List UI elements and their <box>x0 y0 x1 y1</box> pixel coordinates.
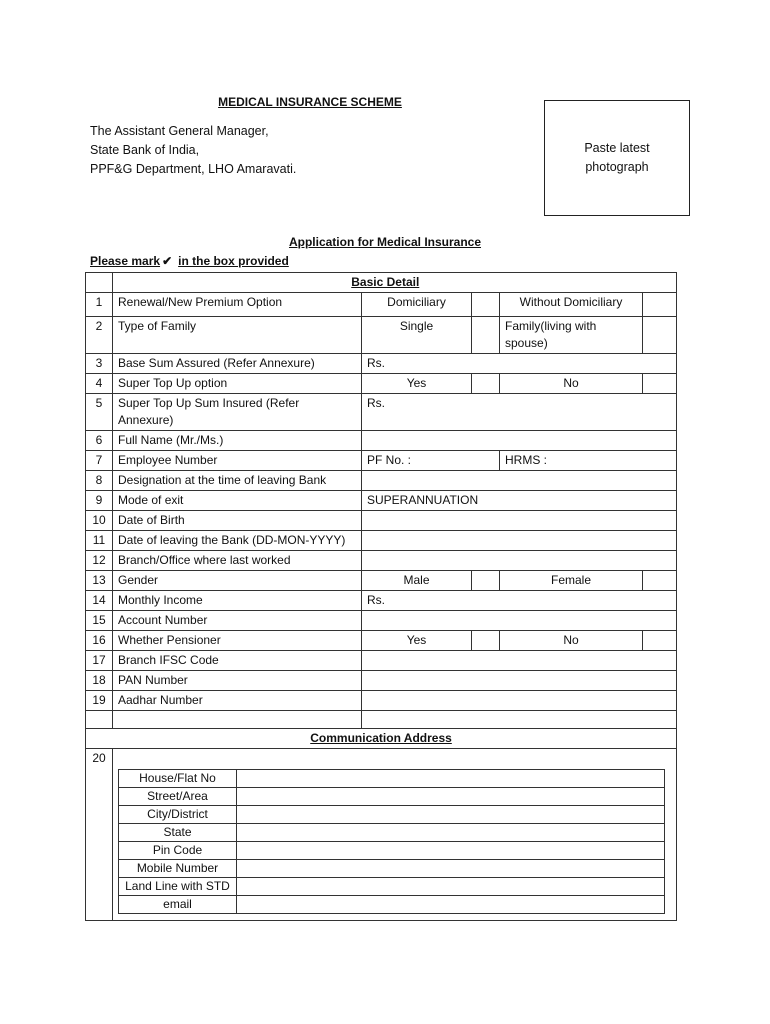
row-label: Monthly Income <box>113 591 362 611</box>
address-table <box>118 769 665 914</box>
form-row-17 <box>86 651 677 671</box>
address-input[interactable] <box>237 824 665 842</box>
row-number: 13 <box>86 571 113 591</box>
instruction-line <box>90 254 289 268</box>
row-value-field[interactable] <box>362 511 677 531</box>
addressee-line: State Bank of India, <box>90 143 200 157</box>
address-row <box>119 896 665 914</box>
form-row-15 <box>86 611 677 631</box>
checkmark-icon: ✔ <box>162 254 173 268</box>
address-row <box>119 824 665 842</box>
address-input[interactable] <box>237 842 665 860</box>
row-label: Branch IFSC Code <box>113 651 362 671</box>
row-label: Super Top Up option <box>113 374 362 394</box>
address-label: Mobile Number <box>119 860 237 878</box>
form-row-18 <box>86 671 677 691</box>
form-row-3 <box>86 354 677 374</box>
row-number: 2 <box>86 317 113 354</box>
option-b-label: No <box>500 631 643 651</box>
instruction-text: Please mark <box>90 254 161 268</box>
row-number: 8 <box>86 471 113 491</box>
option-a-checkbox[interactable] <box>472 374 500 394</box>
row-number: 14 <box>86 591 113 611</box>
form-row-7 <box>86 451 677 471</box>
option-a-checkbox[interactable] <box>472 631 500 651</box>
row-label: Super Top Up Sum Insured (Refer Annexure) <box>113 394 362 431</box>
address-row <box>119 806 665 824</box>
row-value-field[interactable] <box>362 671 677 691</box>
option-b-label: Without Domiciliary <box>500 293 643 317</box>
form-row-2 <box>86 317 677 354</box>
form-row-19 <box>86 691 677 711</box>
option-a-label: Male <box>362 571 472 591</box>
row-label: Account Number <box>113 611 362 631</box>
row-value-field[interactable]: SUPERANNUATION <box>362 491 677 511</box>
row-label: Designation at the time of leaving Bank <box>113 471 362 491</box>
row-value-field[interactable] <box>362 551 677 571</box>
row-value-field[interactable]: Rs. <box>362 394 677 431</box>
form-row-4 <box>86 374 677 394</box>
address-label: Street/Area <box>119 788 237 806</box>
row-value-field[interactable]: Rs. <box>362 591 677 611</box>
addressee-line: PPF&G Department, LHO Amaravati. <box>90 162 297 176</box>
row-label: Renewal/New Premium Option <box>113 293 362 317</box>
row-number: 18 <box>86 671 113 691</box>
form-row-16 <box>86 631 677 651</box>
option-b-label: Female <box>500 571 643 591</box>
addressee-line: The Assistant General Manager, <box>90 124 269 138</box>
row-value-field[interactable] <box>362 531 677 551</box>
row-number: 17 <box>86 651 113 671</box>
row-number: 12 <box>86 551 113 571</box>
row-label: Branch/Office where last worked <box>113 551 362 571</box>
address-row <box>119 842 665 860</box>
row-number: 6 <box>86 431 113 451</box>
photo-box[interactable] <box>544 100 690 216</box>
comm-address-row <box>86 729 677 749</box>
addressee-block <box>90 122 296 179</box>
row-label: Type of Family <box>113 317 362 354</box>
form-row-8 <box>86 471 677 491</box>
row-label: PAN Number <box>113 671 362 691</box>
form-row-12 <box>86 551 677 571</box>
option-b-checkbox[interactable] <box>643 571 677 591</box>
address-row <box>119 878 665 896</box>
hrms-field[interactable]: HRMS : <box>500 451 677 471</box>
row-number: 19 <box>86 691 113 711</box>
row-value-field[interactable]: Rs. <box>362 354 677 374</box>
row-number: 15 <box>86 611 113 631</box>
row-number: 3 <box>86 354 113 374</box>
photo-label-line1: Paste latest <box>584 141 650 155</box>
row-number: 7 <box>86 451 113 471</box>
form-row-10 <box>86 511 677 531</box>
photo-label-line2: photograph <box>585 160 649 174</box>
option-b-checkbox[interactable] <box>643 317 677 354</box>
address-input[interactable] <box>237 878 665 896</box>
form-row-20 <box>86 749 677 921</box>
form-row-13 <box>86 571 677 591</box>
form-row-9 <box>86 491 677 511</box>
row-label: Aadhar Number <box>113 691 362 711</box>
instruction-suffix: in the box provided <box>178 254 289 268</box>
address-label: Pin Code <box>119 842 237 860</box>
row-label: Mode of exit <box>113 491 362 511</box>
address-row <box>119 770 665 788</box>
row-number: 10 <box>86 511 113 531</box>
row-number: 16 <box>86 631 113 651</box>
option-a-checkbox[interactable] <box>472 317 500 354</box>
address-input[interactable] <box>237 770 665 788</box>
option-a-checkbox[interactable] <box>472 571 500 591</box>
row-number: 11 <box>86 531 113 551</box>
option-a-label: Single <box>362 317 472 354</box>
address-input[interactable] <box>237 806 665 824</box>
row-number: 4 <box>86 374 113 394</box>
row-number: 9 <box>86 491 113 511</box>
address-label: State <box>119 824 237 842</box>
row-label: Gender <box>113 571 362 591</box>
row-label: Full Name (Mr./Ms.) <box>113 431 362 451</box>
row-label: Whether Pensioner <box>113 631 362 651</box>
application-table <box>85 272 677 921</box>
row-value-field[interactable] <box>362 691 677 711</box>
option-a-label: Yes <box>362 631 472 651</box>
form-row-14 <box>86 591 677 611</box>
address-label: Land Line with STD <box>119 878 237 896</box>
address-input[interactable] <box>237 896 665 914</box>
comm-address-heading: Communication Address <box>86 729 677 749</box>
basic-detail-row <box>86 273 677 293</box>
row-number: 1 <box>86 293 113 317</box>
address-input[interactable] <box>237 860 665 878</box>
blank-row <box>86 711 677 729</box>
address-input[interactable] <box>237 788 665 806</box>
form-row-11 <box>86 531 677 551</box>
row-number: 5 <box>86 394 113 431</box>
address-label: House/Flat No <box>119 770 237 788</box>
row-label: Employee Number <box>113 451 362 471</box>
option-b-checkbox[interactable] <box>643 631 677 651</box>
address-label: email <box>119 896 237 914</box>
address-row <box>119 860 665 878</box>
row-value-field[interactable] <box>362 651 677 671</box>
option-a-checkbox[interactable] <box>472 293 500 317</box>
row-label: Base Sum Assured (Refer Annexure) <box>113 354 362 374</box>
row-number: 20 <box>86 749 113 921</box>
address-label: City/District <box>119 806 237 824</box>
row-label: Date of Birth <box>113 511 362 531</box>
option-b-label: No <box>500 374 643 394</box>
basic-detail-heading: Basic Detail <box>362 273 677 293</box>
option-b-label: Family(living with spouse) <box>500 317 643 354</box>
form-title: MEDICAL INSURANCE SCHEME <box>218 95 402 109</box>
option-a-label: Yes <box>362 374 472 394</box>
option-a-label: Domiciliary <box>362 293 472 317</box>
pf-number-field[interactable]: PF No. : <box>362 451 500 471</box>
row-value-field[interactable] <box>362 611 677 631</box>
form-row-1 <box>86 293 677 317</box>
option-b-checkbox[interactable] <box>643 293 677 317</box>
form-row-6 <box>86 431 677 451</box>
row-value-field[interactable] <box>362 431 677 451</box>
row-value-field[interactable] <box>362 471 677 491</box>
application-title: Application for Medical Insurance <box>288 235 482 249</box>
option-b-checkbox[interactable] <box>643 374 677 394</box>
address-row <box>119 788 665 806</box>
form-row-5 <box>86 394 677 431</box>
row-label: Date of leaving the Bank (DD-MON-YYYY) <box>113 531 362 551</box>
